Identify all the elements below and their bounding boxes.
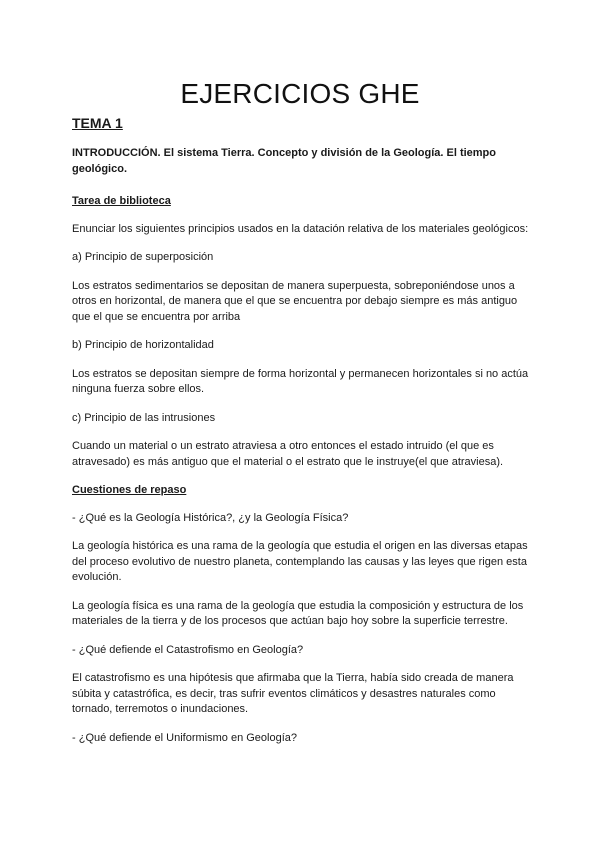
intro-paragraph: INTRODUCCIÓN. El sistema Tierra. Concepto y división de la Geología. El tiempo geológico.: [72, 147, 496, 175]
topic-heading: TEMA 1: [72, 115, 123, 131]
statement-paragraph: Enunciar los siguientes principios usados en la datación relativa de los materiales geológicos:: [72, 222, 529, 235]
section-heading-cuestiones: Cuestiones de repaso: [72, 484, 187, 496]
document-body: [72, 146, 532, 759]
answer-1b: La geología física es una rama de la geología que estudia la composición y estructura de los materiales de la tierra y de los procesos que actúan bajo hoy sobre la superficie terrestre.: [72, 599, 524, 627]
principle-label-intrusiones: c) Principio de las intrusiones: [72, 411, 216, 424]
page-title: EJERCICIOS GHE: [180, 78, 420, 109]
principle-text-superposicion: Los estratos sedimentarios se depositan de manera superpuesta, sobreponiéndose unos a otros en horizontal, de manera que el que se encuentra por debajo siempre es más antiguo que el que se encuentra por arriba: [72, 279, 518, 323]
answer-1a: La geología histórica es una rama de la geología que estudia el origen en las diversas etapas del proceso evolutivo de nuestro planeta, contemplando las causas y las leyes que rigen esta evolución.: [72, 540, 528, 583]
answer-2: El catastrofismo es una hipótesis que afirmaba que la Tierra, había sido creada de manera súbita y catastrófica, es decir, tras sufrir eventos climáticos y desastres naturales como tornado, terremotos o inundaciones.: [72, 672, 514, 715]
principle-label-superposicion: a) Principio de superposición: [72, 251, 214, 263]
question-2: - ¿Qué defiende el Catastrofismo en Geología?: [72, 643, 304, 656]
principle-text-horizontalidad: Los estratos se depositan siempre de forma horizontal y permanecen horizontales si no actúa ninguna fuerza sobre ellos.: [72, 367, 529, 395]
question-3: - ¿Qué defiende el Uniformismo en Geología?: [72, 731, 298, 744]
principle-label-horizontalidad: b) Principio de horizontalidad: [72, 339, 214, 351]
question-1: - ¿Qué es la Geología Histórica?, ¿y la Geología Física?: [72, 511, 349, 524]
section-heading-tarea: Tarea de biblioteca: [72, 195, 171, 207]
principle-text-intrusiones: Cuando un material o un estrato atraviesa a otro entonces el estado intruido (el que es atravesado) es más antiguo que el material o el estrato que le instruye(el que atraviesa).: [72, 440, 504, 468]
